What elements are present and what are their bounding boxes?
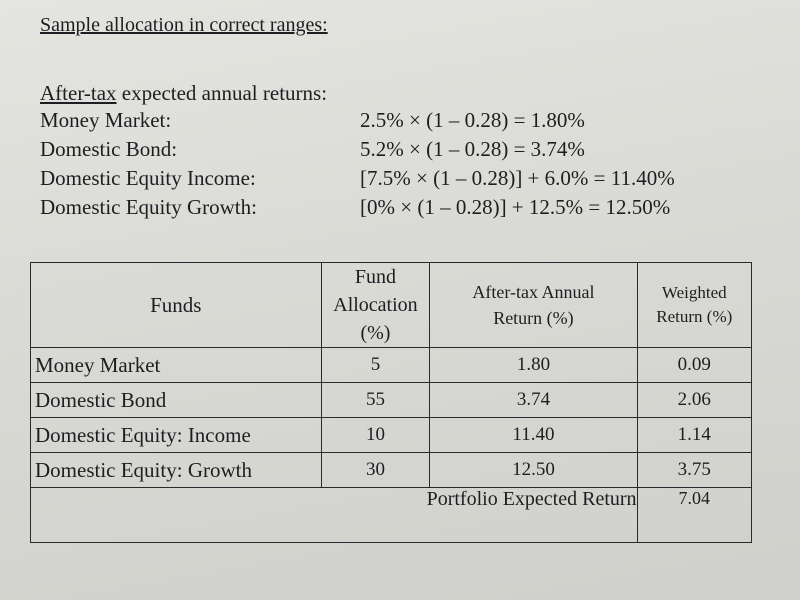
weighted-return-value: 1.14 [637, 418, 751, 453]
fund-name: Domestic Equity: Growth [31, 452, 321, 487]
header-ret-line2: Return (%) [493, 308, 574, 328]
after-tax-returns-block [40, 80, 760, 222]
return-row-equity-growth [40, 193, 760, 222]
return-fund-name: Money Market: [40, 108, 172, 132]
return-formula: [0% × (1 – 0.28)] + 12.5% = 12.50% [360, 195, 671, 219]
allocation-value: 5 [321, 348, 430, 383]
fund-name: Domestic Equity: Income [31, 417, 321, 452]
return-fund-name: Domestic Equity Income: [40, 166, 256, 190]
return-row-equity-income [40, 164, 760, 193]
return-row-money-market [40, 106, 760, 135]
allocation-table [30, 262, 752, 543]
return-row-domestic-bond [40, 135, 760, 164]
returns-title [40, 80, 760, 106]
header-fund-allocation [321, 263, 430, 348]
return-formula: 5.2% × (1 – 0.28) = 3.74% [360, 137, 585, 161]
header-alloc-line2: Allocation [333, 294, 418, 316]
portfolio-expected-return-label: Portfolio Expected Return [31, 488, 638, 543]
header-w-line2: Return (%) [656, 307, 733, 326]
fund-name: Domestic Bond [31, 382, 321, 417]
after-tax-return-value: 12.50 [430, 453, 637, 488]
return-formula: [7.5% × (1 – 0.28)] + 6.0% = 11.40% [360, 166, 675, 190]
table-header-row [31, 263, 752, 348]
weighted-return-value: 2.06 [637, 383, 751, 418]
returns-title-underlined: After-tax [40, 81, 117, 105]
table-footer-row [31, 488, 752, 543]
after-tax-return-value: 1.80 [430, 348, 637, 383]
header-weighted-return [637, 263, 751, 348]
header-w-line1: Weighted [661, 283, 727, 302]
table-row [31, 348, 752, 383]
allocation-value: 55 [321, 383, 430, 418]
after-tax-return-value: 3.74 [430, 383, 637, 418]
weighted-return-value: 3.75 [637, 453, 751, 488]
allocation-value: 30 [321, 453, 430, 488]
header-after-tax-return [430, 263, 637, 348]
fund-names-cell [31, 348, 322, 488]
return-fund-name: Domestic Equity Growth: [40, 195, 257, 219]
header-funds: Funds [31, 263, 322, 348]
page-heading: Sample allocation in correct ranges: [40, 14, 328, 36]
after-tax-return-value: 11.40 [430, 418, 637, 453]
header-ret-line1: After-tax Annual [472, 282, 595, 302]
allocation-value: 10 [321, 418, 430, 453]
portfolio-expected-return-value: 7.04 [637, 488, 751, 543]
returns-title-rest: expected annual returns: [116, 81, 328, 105]
weighted-return-value: 0.09 [637, 348, 751, 383]
return-fund-name: Domestic Bond: [40, 137, 178, 161]
header-alloc-line1: Fund [354, 266, 397, 288]
fund-name: Money Market [35, 353, 161, 377]
return-formula: 2.5% × (1 – 0.28) = 1.80% [360, 108, 585, 132]
header-alloc-line3: (%) [360, 322, 391, 344]
